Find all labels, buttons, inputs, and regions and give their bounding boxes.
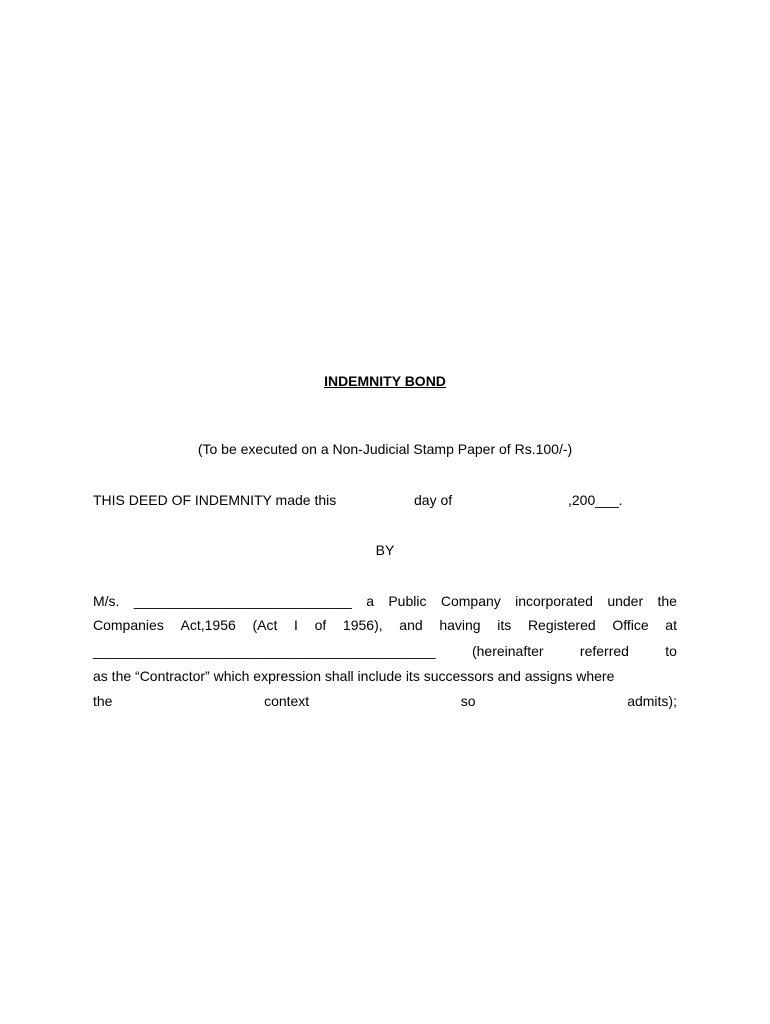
word: Office [612,617,649,633]
blank-company-name: ____________________________ [133,593,352,609]
word: (Act [252,617,278,633]
paragraph-line-3 [93,643,677,659]
word: 1956), [342,617,383,633]
word: I [294,617,298,633]
document-subtitle: (To be executed on a Non-Judicial Stamp Paper of Rs.100/-) [197,441,573,457]
word: Registered [527,617,596,633]
word: having [439,617,481,633]
by-heading: BY [375,542,395,558]
word: (hereinafter [471,643,544,659]
word: the [657,593,677,609]
word: its [497,617,512,633]
paragraph-line-2 [93,617,677,633]
paragraph-line-4: as the “Contractor” which expression shall include its successors and assigns where [93,668,615,684]
word: under [607,593,644,609]
paragraph-line-1 [93,593,677,609]
word: at [665,617,677,633]
word: admits); [627,693,677,709]
deed-line-part3: ,200___. [568,492,623,508]
word: Companies [93,617,164,633]
word: the [93,693,113,709]
word: Company [440,593,501,609]
word: referred [579,643,629,659]
blank-office-address: ____________________________________________ [93,643,436,659]
paragraph-line-5 [93,693,677,709]
word: to [665,643,677,659]
word: M/s. [93,593,120,609]
deed-line-part2: day of [414,492,453,508]
word: incorporated [515,593,593,609]
word: Public [388,593,427,609]
word: context [264,693,310,709]
document-title: INDEMNITY BOND [324,373,446,389]
word: a [366,593,374,609]
word: so [460,693,476,709]
deed-line-part1: THIS DEED OF INDEMNITY made this [93,492,337,508]
word: and [399,617,423,633]
word: Act,1956 [180,617,236,633]
word: of [314,617,327,633]
